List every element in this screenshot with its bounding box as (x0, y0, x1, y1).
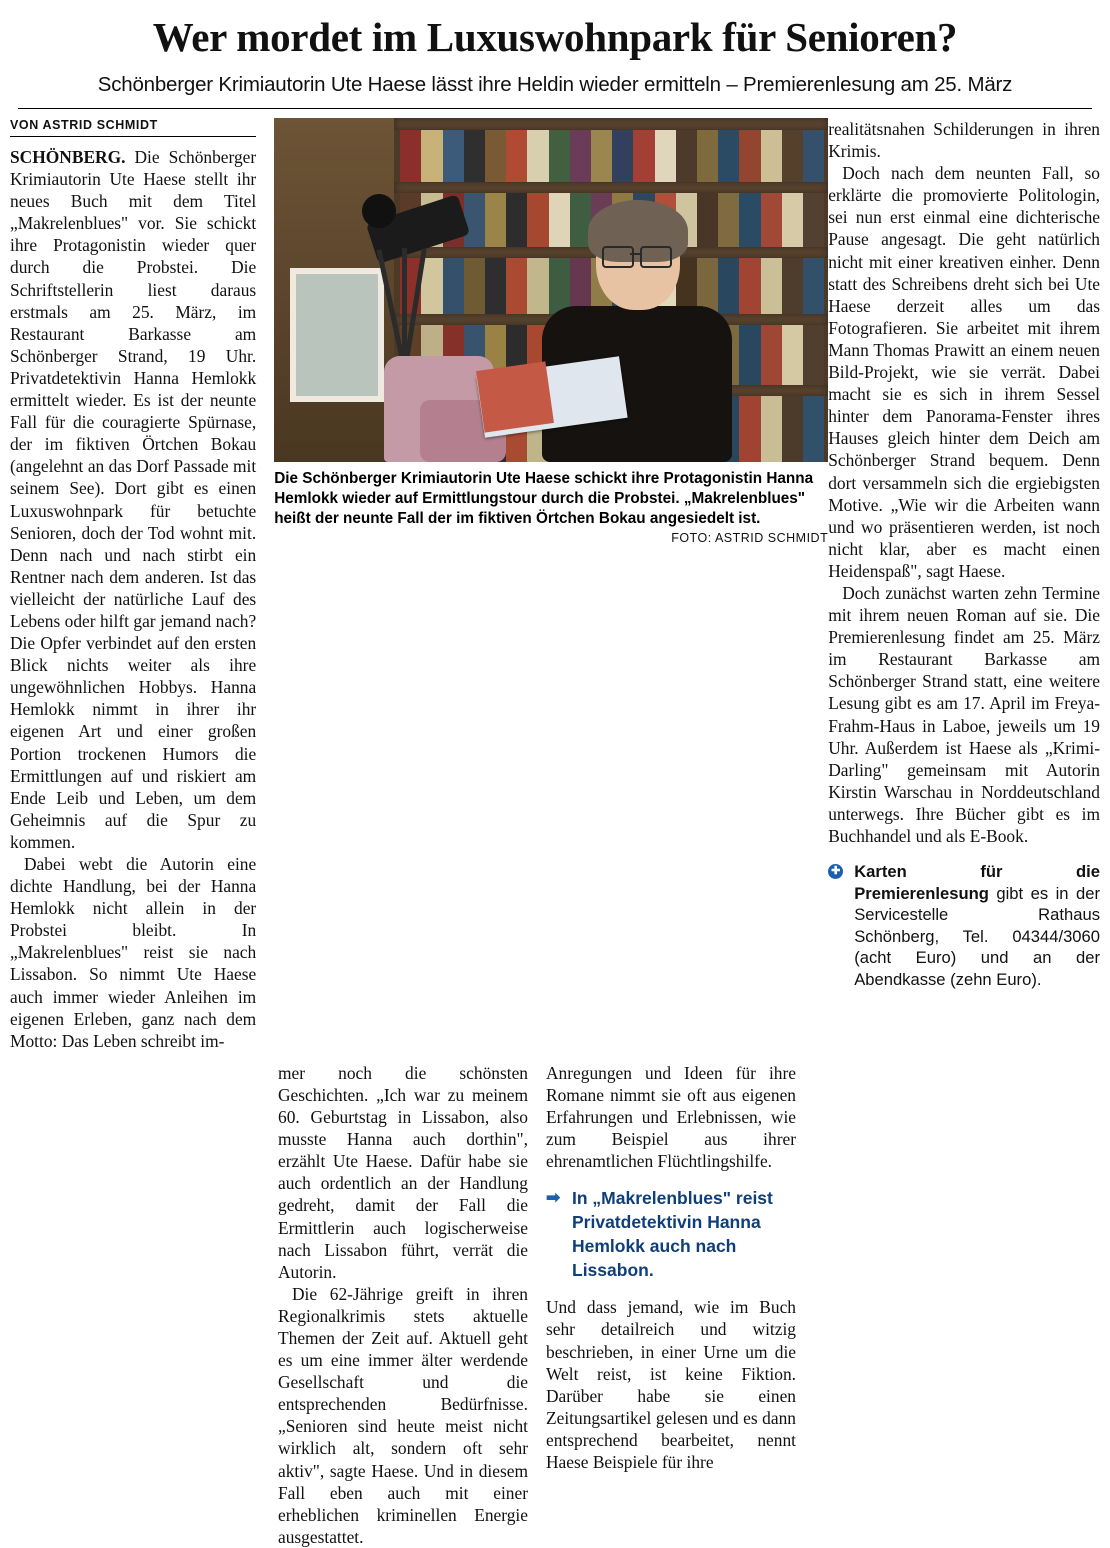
column-4 (828, 118, 1100, 991)
pull-quote (546, 1186, 796, 1282)
glasses-left (602, 246, 634, 268)
pull-quote-text: In „Makrelenblues" reist Privatdetektivin Hanna Hemlokk auch nach Lissabon. (572, 1188, 773, 1281)
photo-credit: FOTO: ASTRID SCHMIDT (671, 531, 829, 545)
paragraph (10, 146, 256, 853)
paragraph: Und dass jemand, wie im Buch sehr detailreich und witzig beschrieben, in einer Urne um die Welt reist, ist keine Fiktion. Darüber habe sie einen Zeitungsartikel gelesen und es dann entsprechend bearbeitet, nennt Haese Beispiele für ihre (546, 1297, 796, 1472)
paragraph: Doch zunächst warten zehn Termine mit ihrem neuen Roman auf sie. Die Premierenlesung findet am 25. März im Restaurant Barkasse am Schönberger Strand statt, eine weitere Lesung gibt es am 17. April im Freya-Frahm-Haus in Laboe, jeweils um 19 Uhr. Außerdem ist Haese als „Krimi-Darling" gemeinsam mit Autorin Kirstin Warschau in Norddeutschland unterwegs. Ihre Bücher gibt es im Buchhandel und als E-Book. (828, 582, 1100, 846)
column-1 (10, 118, 274, 1052)
paragraph: Doch nach dem neunten Fall, so erklärte die promovierte Politologin, sei nun erst einmal eine dichterische Pause angesagt. Die geht natürlich nicht mit einer kreativen einher. Denn statt des Schreibens dreht sich bei Ute Haese derzeit alles um das Fotografieren. Sie arbeitet mit ihrem Mann Thomas Prawitt an einem neuen Bild-Projekt, wie sie verrät. Dabei macht sie es sich in ihrem Sessel hinter dem Panorama-Fenster ihres Hauses gleich hinter dem Deich am Schönberger Strand bequem. Denn dort versammeln sich die ergiebigsten Motive. „Wie wir die Arbeiten wann und wo präsentieren werden, ist noch nicht klar, aber es macht einen Heidenspaß", sagt Haese. (828, 163, 1100, 581)
arrow-right-icon: ➡ (546, 1188, 561, 1208)
photo-block (274, 118, 828, 545)
dateline: SCHÖNBERG. (10, 147, 126, 167)
glasses-bridge (630, 253, 640, 255)
info-icon: ✚ (828, 864, 843, 879)
column-2 (278, 1062, 546, 1548)
paragraph: mer noch die schönsten Geschichten. „Ich war zu meinem 60. Geburtstag in Lissabon, also musste Hanna auch dorthin", erzählt Ute Haese. Dafür habe sie auch ordentlich an der Handlung gedreht, damit der Fall die Ermittlerin auch logischerweise nach Lissabon führt, verrät die Autorin. (278, 1062, 528, 1282)
page-title: Wer mordet im Luxuswohnpark für Senioren? (152, 14, 958, 60)
book-cover (476, 361, 554, 432)
books-row (400, 130, 824, 182)
lower-columns (278, 1062, 832, 1548)
glasses-right (640, 246, 672, 268)
shelf (394, 182, 828, 193)
byline: VON ASTRID SCHMIDT (10, 118, 256, 137)
paragraph: Dabei webt die Autorin eine dichte Handlung, bei der Hanna Hemlokk nicht allein in der Probstei bleibt. In „Makrelenblues" reist sie nach Lissabon. So nimmt Ute Haese auch immer wieder Anleihen im eigenen Erleben, ganz nach dem Motto: Das Leben schreibt im- (10, 854, 257, 1051)
paragraph: realitätsnahen Schilderungen in ihren Krimis. (828, 119, 1100, 162)
info-note-bold: Karten für die Premierenlesung (854, 862, 1100, 903)
header-divider (18, 108, 1092, 109)
info-note (828, 861, 1100, 991)
photo-column (274, 118, 828, 545)
column-3 (546, 1062, 814, 1548)
window-glass (290, 268, 384, 402)
info-note-text: gibt es in der Servicestelle Rathaus Schönberg, Tel. 04344/3060 (acht Euro) und an der Abendkasse (zehn Euro). (854, 883, 1100, 990)
paragraph-text: Die Schönberger Krimiautorin Ute Haese stellt ihr neues Buch mit dem Titel „Makrelenblues" vor. Sie schickt ihre Protagonistin wieder quer durch die Probstei. Die Schriftstellerin liest daraus erstmals am 25. März, im Restaurant Barkasse am Schönberger Strand, 19 Uhr. Privatdetektivin Hanna Hemlokk ermittelt wieder. Es ist der neunte Fall für die couragierte Spürnase, der im fiktiven Örtchen Bokau (angelehnt an das Dorf Passade mit seinem See). Dort gibt es einen Luxuswohnpark für betuchte Senioren, doch der Tod wohnt mit. Denn nach und nach stirbt ein Rentner nach dem anderen. Ist das vielleicht der natürliche Lauf des Lebens oder hilft gar jemand nach? Die Opfer verbindet auf den ersten Blick nichts weiter als ihre ungewöhnlichen Hobbys. Hanna Hemlokk nimmt in ihrer ihr eigenen Art und einer großen Portion trockenen Humors die Ermittlungen auf und riskiert am Ende Leib und Leben, um dem Geheimnis auf die Spur zu kommen. (10, 147, 257, 852)
paragraph: Anregungen und Ideen für ihre Romane nimmt sie oft aus eigenen Erfahrungen und Erlebnissen, wie zum Beispiel aus ihrer ehrenamtlichen Flüchtlingshilfe. (546, 1062, 796, 1172)
shelf (394, 118, 828, 130)
article-columns (10, 118, 1100, 1052)
newspaper-page (0, 14, 1110, 1547)
subheadline: Schönberger Krimiautorin Ute Haese lässt ihre Heldin wieder ermitteln – Premierenlesung am 25. März (97, 73, 1013, 96)
article-photo (274, 118, 828, 462)
photo-caption: Die Schönberger Krimiautorin Ute Haese schickt ihre Protagonistin Hanna Hemlokk wieder auf Ermittlungstour durch die Probstei. „Makrelenblues" heißt der neunte Fall der im fiktiven Örtchen Bokau angesiedelt ist. (274, 470, 814, 527)
paragraph: Die 62-Jährige greift in ihren Regionalkrimis stets aktuelle Themen der Zeit auf. Aktuell geht es um eine immer älter werdende Gesellschaft und die entsprechenden Bedürfnisse. „Senioren sind heute meist nicht wirklich alt, sondern oft sehr aktiv", sagte Haese. Und in diesem Fall eben auch mit einer erheblichen kriminellen Energie ausgestattet. (278, 1283, 528, 1547)
